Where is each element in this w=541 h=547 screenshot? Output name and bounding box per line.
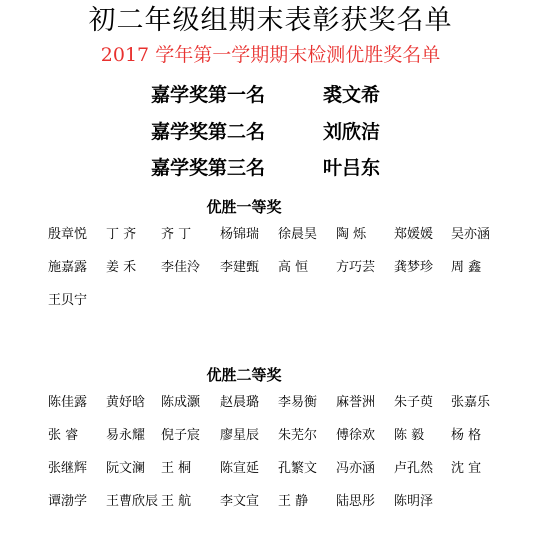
award-row-first [151,80,380,110]
student-name: 张继辉 [48,461,88,476]
name-row [48,493,518,526]
student-name: 殷章悦 [48,227,88,242]
document-subtitle: 2017 学年第一学期期末检测优胜奖名单 [100,44,441,66]
student-name: 陆思彤 [336,494,376,509]
student-name: 方巧芸 [336,260,376,275]
student-name: 陈成灏 [161,395,201,410]
student-name: 赵晨璐 [220,395,260,410]
award-name: 嘉学奖第一名 [151,84,266,106]
student-name: 王 桐 [161,461,192,476]
name-row [48,427,518,460]
name-grid-first-prize [48,226,518,325]
award-winner: 刘欣洁 [323,121,381,143]
student-name: 孔繁文 [278,461,318,476]
student-name: 齐 丁 [161,227,192,242]
student-name: 陈宣延 [220,461,260,476]
student-name: 姜 禾 [106,260,137,275]
student-name: 郑媛媛 [394,227,434,242]
award-winner: 裘文希 [323,84,381,106]
student-name: 黄妤晗 [106,395,146,410]
student-name: 王曹欣辰 [106,494,159,509]
student-name: 施嘉露 [48,260,88,275]
student-name: 卢孔然 [394,461,434,476]
student-name: 廖星辰 [220,428,260,443]
award-winner: 叶吕东 [323,157,381,179]
student-name: 龚梦珍 [394,260,434,275]
award-row-third [151,153,380,183]
student-name: 周 鑫 [451,260,482,275]
student-name: 倪子宸 [161,428,201,443]
award-name: 嘉学奖第二名 [151,121,266,143]
student-name: 陈 毅 [394,428,425,443]
student-name: 张嘉乐 [451,395,491,410]
student-name: 李易衡 [278,395,318,410]
student-name: 王 静 [278,494,309,509]
student-name: 吴亦涵 [451,227,491,242]
student-name: 王贝宁 [48,293,88,308]
student-name: 沈 宜 [451,461,482,476]
student-name: 易永耀 [106,428,146,443]
award-name: 嘉学奖第三名 [151,157,266,179]
student-name: 王 航 [161,494,192,509]
name-grid-second-prize [48,394,518,526]
student-name: 谭渤学 [48,494,88,509]
student-name: 丁 齐 [106,227,137,242]
student-name: 陈佳露 [48,395,88,410]
student-name: 冯亦涵 [336,461,376,476]
section-heading-second-prize: 优胜二等奖 [206,366,282,384]
student-name: 杨 格 [451,428,482,443]
student-name: 朱芜尔 [278,428,318,443]
document-title: 初二年级组期末表彰获奖名单 [88,5,453,36]
student-name: 麻誉洲 [336,395,376,410]
award-row-second [151,117,380,147]
name-row [48,226,518,259]
name-row [48,460,518,493]
student-name: 李文宣 [220,494,260,509]
student-name: 张 睿 [48,428,79,443]
name-row [48,259,518,292]
name-row [48,292,518,325]
student-name: 陈明泽 [394,494,434,509]
student-name: 陶 烁 [336,227,367,242]
student-name: 朱子萸 [394,395,434,410]
student-name: 李建甄 [220,260,260,275]
student-name: 阮文澜 [106,461,146,476]
student-name: 徐晨昊 [278,227,318,242]
section-heading-first-prize: 优胜一等奖 [206,198,282,216]
student-name: 傅徐欢 [336,428,376,443]
student-name: 李佳泠 [161,260,201,275]
student-name: 杨锦瑞 [220,227,260,242]
student-name: 高 恒 [278,260,309,275]
name-row [48,394,518,427]
